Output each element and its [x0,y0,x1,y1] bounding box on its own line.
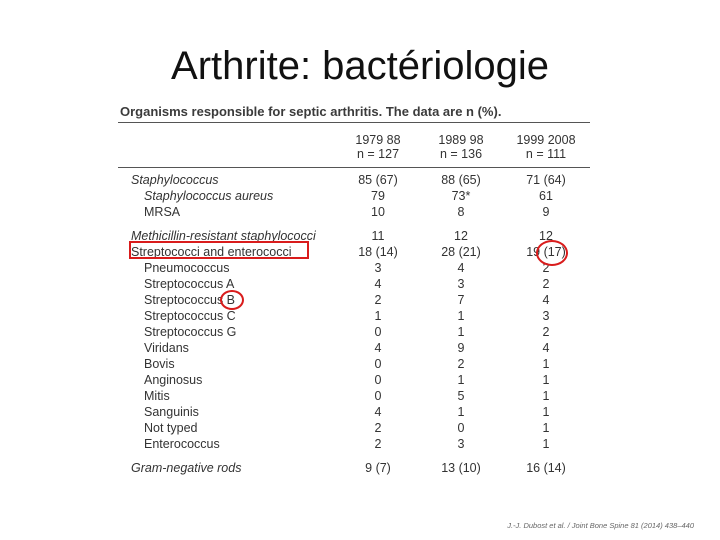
cell-value: 1 [542,421,550,435]
row-label: Not typed [144,421,198,435]
col-header-n: n = 111 [525,147,567,161]
table-row [118,356,590,372]
cell-value: 79 [371,189,385,203]
cell-value: 4 [542,341,550,355]
col-header-period: 1989 98 [438,133,484,147]
cell-value: 2 [542,261,550,275]
cell-value: 1 [457,373,465,387]
table-row [118,324,590,340]
cell-value: 12 [539,229,553,243]
row-label: Anginosus [144,373,203,387]
highlight-box [129,241,309,259]
cell-value: 1 [457,309,465,323]
cell-value: 9 [457,341,465,355]
cell-value: 2 [374,293,382,307]
table-row [118,372,590,388]
row-label: Streptococcus B [144,293,236,307]
table-row [118,388,590,404]
cell-value: 19 (17) [526,245,566,259]
cell-value: 1 [542,357,550,371]
cell-value: 3 [457,277,465,291]
col-header-n: n = 136 [439,147,483,161]
table-row [118,404,590,420]
table-row [118,204,590,220]
citation: J.-J. Dubost et al. / Joint Bone Spine 81 (2014) 438–440 [507,521,694,530]
table-row [118,420,590,436]
cell-value: 18 (14) [358,245,398,259]
cell-value: 4 [457,261,465,275]
table-caption: Organisms responsible for septic arthritis. The data are n (%). [120,104,502,119]
table-row [118,188,590,204]
cell-value: 3 [457,437,465,451]
row-label: Streptococcus A [144,277,235,291]
cell-value: 10 [371,205,385,219]
row-label: Bovis [144,357,175,371]
cell-value: 9 [542,205,550,219]
row-label: Methicillin-resistant staphylococci [131,229,316,243]
cell-value: 2 [374,437,382,451]
table-row [118,292,590,308]
cell-value: 88 (65) [441,173,481,187]
cell-value: 71 (64) [526,173,566,187]
row-label: Streptococci and enterococci [131,245,292,259]
cell-value: 61 [539,189,553,203]
cell-value: 0 [374,357,382,371]
cell-value: 1 [542,437,550,451]
row-label: Staphylococcus [131,173,219,187]
cell-value: 0 [457,421,465,435]
row-label: MRSA [144,205,181,219]
slide-title: Arthrite: bactériologie [171,44,549,88]
row-label: Viridans [144,341,189,355]
cell-value: 0 [374,373,382,387]
table-row [118,260,590,276]
highlight-circle [536,240,568,266]
cell-value: 1 [542,405,550,419]
cell-value: 7 [457,293,465,307]
cell-value: 5 [457,389,465,403]
row-label: Gram-negative rods [131,461,242,475]
cell-value: 2 [457,357,465,371]
col-header-period: 1999 2008 [516,133,576,147]
cell-value: 85 (67) [358,173,398,187]
cell-value: 73* [451,189,471,203]
row-label: Enterococcus [144,437,220,451]
cell-value: 0 [374,389,382,403]
cell-value: 1 [374,309,382,323]
row-label: Streptococcus C [144,309,236,323]
cell-value: 13 (10) [441,461,481,475]
row-label: Streptococcus G [144,325,237,339]
cell-value: 0 [374,325,382,339]
row-label: Mitis [144,389,170,403]
row-label: Staphylococcus aureus [144,189,274,203]
cell-value: 1 [457,405,465,419]
cell-value: 3 [374,261,382,275]
cell-value: 11 [371,229,385,243]
cell-value: 1 [542,373,550,387]
cell-value: 28 (21) [441,245,481,259]
cell-value: 16 (14) [526,461,566,475]
col-header-n: n = 127 [356,147,400,161]
table-header [118,123,590,167]
row-label: Sanguinis [144,405,199,419]
table-row [118,308,590,324]
cell-value: 4 [542,293,550,307]
cell-value: 9 (7) [365,461,391,475]
cell-value: 1 [457,325,465,339]
row-label: Pneumococcus [144,261,230,275]
cell-value: 4 [374,341,382,355]
table-row [118,172,590,188]
organisms-table [118,102,590,476]
col-header-period: 1979 88 [355,133,401,147]
table-row [118,340,590,356]
highlight-circle [220,290,244,310]
cell-value: 12 [454,229,468,243]
table-row [118,276,590,292]
table-row [118,436,590,452]
cell-value: 2 [542,277,550,291]
cell-value: 4 [374,277,382,291]
cell-value: 2 [542,325,550,339]
cell-value: 2 [374,421,382,435]
table-row [118,460,590,476]
cell-value: 8 [457,205,465,219]
cell-value: 3 [542,309,550,323]
cell-value: 4 [374,405,382,419]
cell-value: 1 [542,389,550,403]
